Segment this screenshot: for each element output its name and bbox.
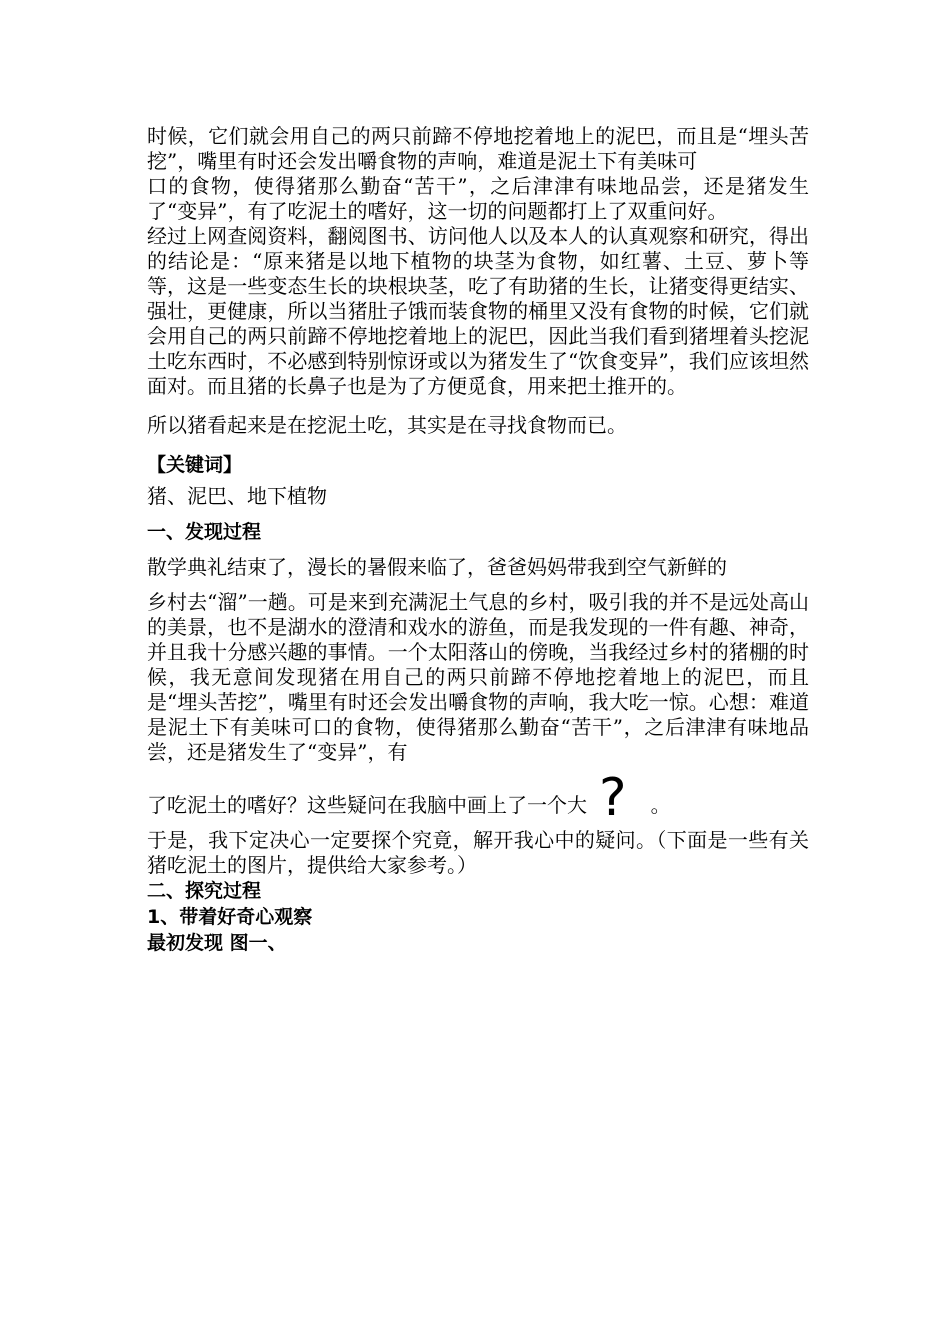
paragraph-2: 经过上网查阅资料，翻阅图书、访问他人以及本人的认真观察和研究，得出的结论是：“原来猪是以地下植物的块茎为食物，如红薯、土豆、萝卜等等，这是一些变态生长的块根块茎，吃了有助猪的生长，让猪变得更结实、强壮，更健康，所以当猪肚子饿而装食物的桶里又没有食物的时候，它们就会用自己的两只前蹄不停地挖着地上的泥巴，因此当我们看到猪埋着头挖泥土吃东西时，不必感到特别惊讶或以为猪发生了“饮食变异”，我们应该坦然面对。而且猪的长鼻子也是为了方便觅食，用来把土推开的。 (147, 224, 809, 398)
paragraph-1b: 口的食物，使得猪那么勤奋“苦干”，之后津津有味地品尝，还是猪发生了“变异”，有了吃泥土的嗜好，这一切的问题都打上了双重问好。 (147, 174, 809, 223)
subsection-1-heading: 1、带着好奇心观察 (147, 906, 313, 928)
paragraph-5: 于是，我下定决心一定要探个究竟，解开我心中的疑问。（下面是一些有关猪吃泥土的图片，提供给大家参考。） (147, 828, 809, 877)
keywords-list: 猪、泥巴、地下植物 (147, 484, 327, 508)
paragraph-4c-end: 。 (650, 793, 671, 817)
section-1-heading: 一、发现过程 (147, 521, 262, 543)
paragraph-1a: 时候，它们就会用自己的两只前蹄不停地挖着地上的泥巴，而且是“埋头苦挖”，嘴里有时还会发出嚼食物的声响，难道是泥土下有美味可 (147, 124, 809, 173)
document-page (147, 124, 809, 956)
paragraph-4c-text: 了吃泥土的嗜好？这些疑问在我脑中画上了一个大 (147, 793, 587, 817)
figure-heading: 最初发现 图一、 (147, 932, 287, 954)
paragraph-3: 所以猪看起来是在挖泥土吃，其实是在寻找食物而已。 (147, 413, 627, 437)
paragraph-4b: 乡村去“溜”一趟。可是来到充满泥土气息的乡村，吸引我的并不是远处高山的美景，也不是湖水的澄清和戏水的游鱼，而是我发现的一件有趣、神奇，并且我十分感兴趣的事情。一个太阳落山的傍晚，当我经过乡村的猪棚的时候，我无意间发现猪在用自己的两只前蹄不停地挖着地上的泥巴，而且是“埋头苦挖”，嘴里有时还会发出嚼食物的声响，我大吃一惊。心想：难道是泥土下有美味可口的食物，使得猪那么勤奋“苦干”，之后津津有味地品尝，还是猪发生了“变异”，有 (147, 590, 809, 764)
section-2-heading: 二、探究过程 (147, 880, 262, 902)
keywords-heading: 【关键词】 (147, 454, 243, 476)
paragraph-4a: 散学典礼结束了，漫长的暑假来临了，爸爸妈妈带我到空气新鲜的 (147, 555, 727, 579)
paragraph-4c (147, 768, 809, 828)
question-mark: ? (599, 768, 627, 828)
